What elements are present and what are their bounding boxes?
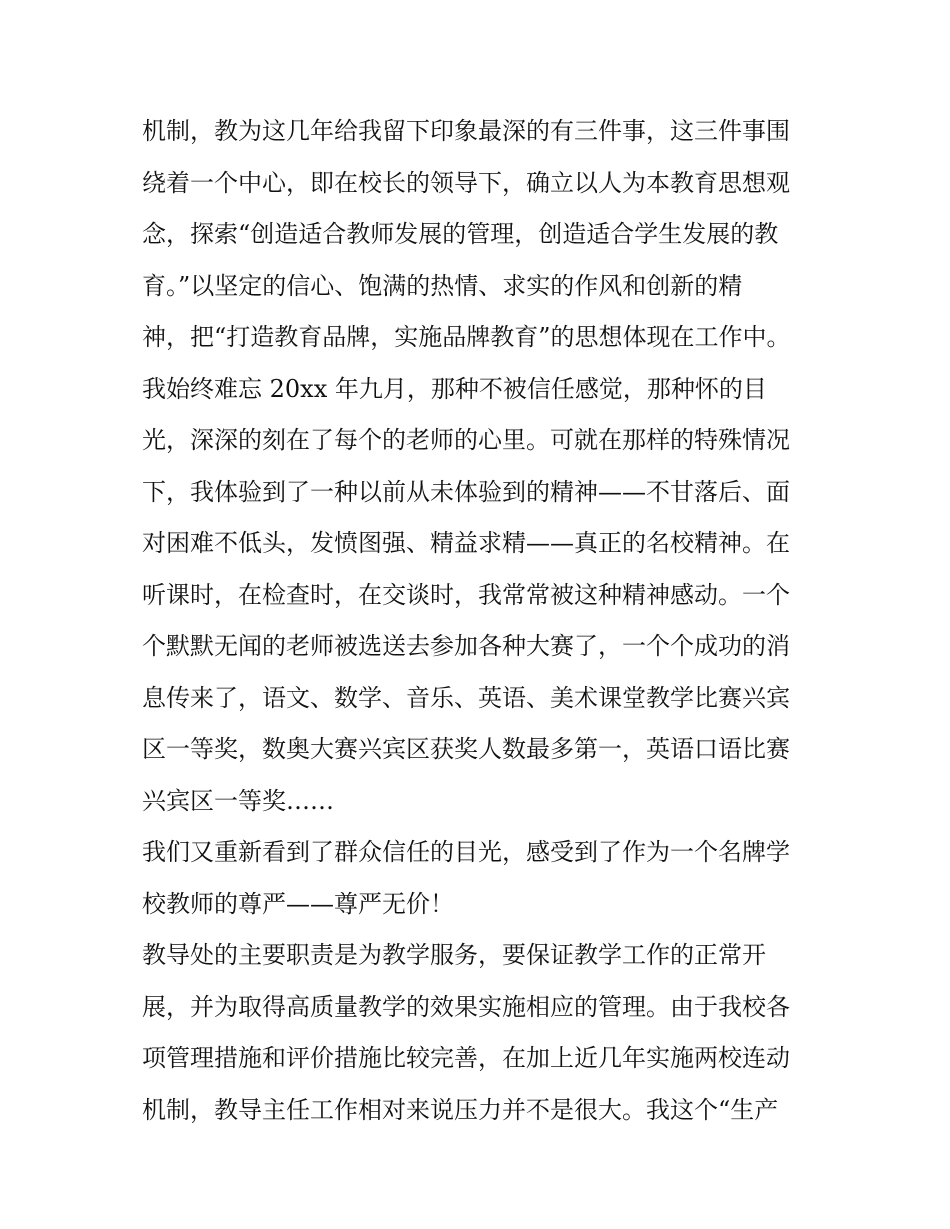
- text-line: 光，深深的刻在了每个的老师的心里。可就在那样的特殊情况: [142, 426, 790, 454]
- text-line: 下，我体验到了一种以前从未体验到的精神——不甘落后、面: [142, 477, 790, 506]
- text-line: 绕着一个中心，即在校长的领导下，确立以人为本教育思想观: [142, 168, 790, 197]
- text-line: 教导处的主要职责是为教学服务，要保证教学工作的正常开: [142, 941, 766, 969]
- text-line: 我始终难忘 20xx 年九月，那种不被信任感觉，那种怀的目: [142, 374, 767, 403]
- body-text: [142, 109, 822, 1139]
- text-line: 项管理措施和评价措施比较完善，在加上近几年实施两校连动: [142, 1044, 790, 1072]
- text-line: 听课时，在检查时，在交谈时，我常常被这种精神感动。一个: [142, 580, 790, 609]
- text-line: 对困难不低头，发愤图强、精益求精——真正的名校精神。在: [142, 529, 790, 557]
- text-line: 区一等奖，数奥大赛兴宾区获奖人数最多第一，英语口语比赛: [142, 735, 790, 763]
- text-line: 念，探索“创造适合教师发展的管理，创造适合学生发展的教: [142, 220, 779, 248]
- text-line: 校教师的尊严——尊严无价！: [142, 889, 454, 918]
- text-line: 机制，教导主任工作相对来说压力并不是很大。我这个“生产: [142, 1095, 779, 1124]
- text-line: 息传来了，语文、数学、音乐、英语、美术课堂教学比赛兴宾: [142, 683, 790, 712]
- text-line: 个默默无闻的老师被选送去参加各种大赛了，一个个成功的消: [142, 632, 790, 660]
- text-line: 我们又重新看到了群众信任的目光，感受到了作为一个名牌学: [142, 838, 790, 866]
- text-line: 育。”以坚定的信心、饱满的热情、求实的作风和创新的精: [142, 271, 743, 300]
- text-line: 神，把“打造教育品牌，实施品牌教育”的思想体现在工作中。: [142, 323, 791, 351]
- text-line: 展，并为取得高质量教学的效果实施相应的管理。由于我校各: [142, 992, 790, 1021]
- text-line: 机制，教为这几年给我留下印象最深的有三件事，这三件事围: [142, 117, 790, 145]
- text-line: 兴宾区一等奖……: [142, 786, 334, 815]
